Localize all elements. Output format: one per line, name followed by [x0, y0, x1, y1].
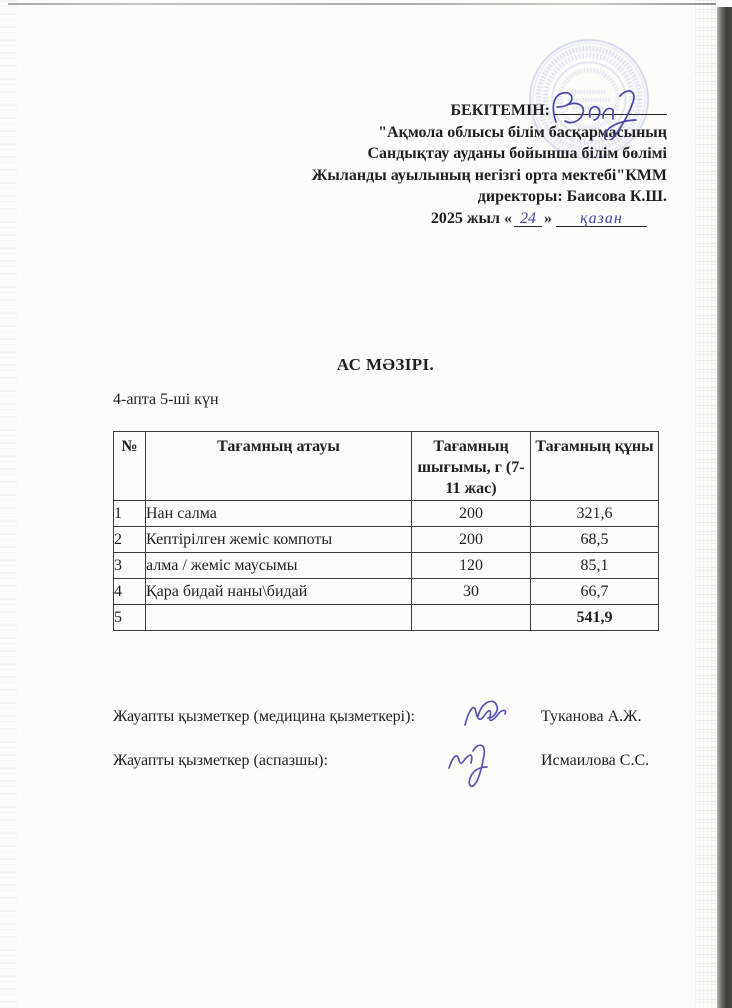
table-row [114, 579, 659, 605]
cell-amount: 200 [412, 501, 531, 527]
cell-dish-name: Кептірілген жеміс компоты [146, 527, 412, 553]
table-row [114, 553, 659, 579]
week-day-subtitle: 4-апта 5-ші күн [113, 391, 219, 408]
cell-amount [412, 605, 531, 631]
org-line-3: Жыланды ауылының негізгі орта мектебі"КММ [311, 166, 667, 184]
page-title: АС МӘЗІРІ. [336, 355, 435, 374]
date-day-handwritten: 24 [514, 211, 542, 227]
cell-no: 2 [114, 527, 146, 553]
table-row [114, 501, 659, 527]
cell-dish-name: Нан салма [146, 501, 412, 527]
cell-price: 321,6 [531, 501, 659, 527]
date-prefix: 2025 жыл « [430, 209, 512, 227]
cook-name: Исмаилова С.С. [541, 752, 650, 769]
director-signature [540, 82, 652, 140]
responsible-cook-label: Жауапты қызметкер (аспазшы): [113, 752, 328, 769]
col-header-amount: Тағамның шығымы, г (7-11 жас) [412, 432, 531, 501]
medical-worker-name: Туканова А.Ж. [541, 708, 642, 725]
scan-edge-top [8, 3, 716, 5]
date-close-quote: » [544, 209, 552, 227]
cell-no: 1 [114, 501, 146, 527]
cell-amount: 120 [412, 553, 531, 579]
cell-dish-name [146, 605, 412, 631]
org-line-1: "Ақмола облысы білім басқармасының [378, 123, 667, 141]
table-total-row [114, 605, 659, 631]
scan-noise-right [695, 0, 717, 1008]
col-header-no: № [114, 432, 146, 501]
responsible-medical-label: Жауапты қызметкер (медицина қызметкері): [113, 708, 415, 725]
approval-date-line [312, 208, 667, 230]
org-line-2: Сандықтау ауданы бойынша білім бөлімі [367, 145, 667, 162]
org-line-4: директоры: Баисова К.Ш. [477, 188, 667, 205]
cell-total-price: 541,9 [531, 605, 659, 631]
cell-amount: 200 [412, 527, 531, 553]
cell-price: 66,7 [531, 579, 659, 605]
scan-noise-left [0, 0, 17, 1008]
approval-label: БЕКІТЕМІН: [450, 102, 550, 119]
table-row [114, 527, 659, 553]
cell-dish-name: Қара бидай наны\бидай [146, 579, 412, 605]
menu-table [113, 431, 659, 631]
cook-signature [444, 738, 498, 788]
cell-price: 68,5 [531, 527, 659, 553]
col-header-price: Тағамның құны [531, 432, 659, 501]
scan-edge-right [717, 7, 732, 1008]
cell-dish-name: алма / жеміс маусымы [146, 553, 412, 579]
medical-worker-signature [459, 693, 517, 735]
date-month-handwritten: қазан [556, 211, 647, 227]
col-header-name: Тағамның атауы [146, 432, 412, 501]
cell-no: 4 [114, 579, 146, 605]
cell-no: 5 [114, 605, 146, 631]
cell-amount: 30 [412, 579, 531, 605]
table-header-row [114, 432, 659, 501]
cell-price: 85,1 [531, 553, 659, 579]
cell-no: 3 [114, 553, 146, 579]
